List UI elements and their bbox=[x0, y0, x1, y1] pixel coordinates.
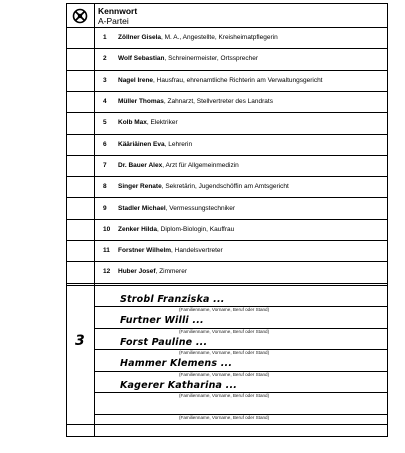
candidate-number: 10 bbox=[103, 225, 111, 233]
candidate-text bbox=[118, 55, 258, 62]
candidate-text bbox=[118, 141, 192, 148]
candidate-number: 1 bbox=[103, 34, 107, 42]
candidate-text bbox=[118, 183, 289, 190]
kennwort-label: Kennwort bbox=[98, 6, 138, 16]
candidate-number: 9 bbox=[103, 204, 107, 212]
candidate-row[interactable] bbox=[94, 112, 387, 133]
entry-line-bottom bbox=[67, 424, 387, 425]
candidate-name: Müller Thomas bbox=[118, 98, 164, 106]
candidate-number: 4 bbox=[103, 98, 107, 106]
candidate-name: Kääriäinen Eva bbox=[118, 140, 165, 148]
candidate-details: , Hausfrau, ehrenamtliche Richterin am Verwaltungsgericht bbox=[153, 76, 323, 84]
candidate-text bbox=[118, 247, 223, 254]
candidate-details: , Lehrerin bbox=[164, 140, 193, 148]
candidate-row[interactable] bbox=[94, 91, 387, 112]
candidate-details: , Diplom-Biologin, Kauffrau bbox=[157, 225, 235, 233]
candidate-text bbox=[118, 119, 178, 126]
candidate-text bbox=[118, 226, 234, 233]
candidate-details: , Sekretärin, Jugendschöffin am Amtsgericht bbox=[161, 183, 289, 191]
candidate-details: , Schreinermeister, Ortssprecher bbox=[164, 55, 259, 63]
candidate-name: Zenker Hilda bbox=[118, 225, 158, 233]
candidate-name: Huber Josef bbox=[118, 268, 156, 276]
candidate-row[interactable] bbox=[94, 155, 387, 176]
candidate-row[interactable] bbox=[94, 176, 387, 197]
entry-hint: (Familienname, Vorname, Beruf oder Stand) bbox=[179, 350, 270, 356]
candidate-number: 5 bbox=[103, 119, 107, 127]
written-candidate: Furtner Willi ... bbox=[120, 315, 204, 327]
candidate-details: , M. A., Angestellte, Kreisheimatpflegerin bbox=[161, 34, 278, 42]
candidate-name: Zöllner Gisela bbox=[118, 34, 161, 42]
written-candidate: Hammer Klemens ... bbox=[120, 358, 233, 370]
candidate-number: 3 bbox=[103, 76, 107, 84]
written-candidate: Forst Pauline ... bbox=[120, 336, 208, 348]
section-divider bbox=[67, 285, 387, 286]
party-emblem-icon bbox=[72, 8, 88, 24]
candidate-name: Kolb Max bbox=[118, 119, 147, 127]
candidate-row[interactable] bbox=[94, 70, 387, 91]
ballot-form bbox=[66, 3, 388, 437]
candidate-name: Forstner Wilhelm bbox=[118, 247, 172, 255]
candidate-details: , Zimmerer bbox=[155, 268, 187, 276]
candidate-name: Stadler Michael bbox=[118, 204, 166, 212]
written-candidate: Strobl Franziska ... bbox=[120, 293, 225, 305]
candidate-text bbox=[118, 268, 187, 275]
vote-count: 3 bbox=[75, 333, 85, 349]
candidate-details: , Handelsvertreter bbox=[171, 247, 223, 255]
candidate-row[interactable] bbox=[94, 48, 387, 69]
candidate-name: Dr. Bauer Alex bbox=[118, 161, 163, 169]
candidate-number: 7 bbox=[103, 161, 107, 169]
candidate-text bbox=[118, 34, 278, 41]
candidate-number: 6 bbox=[103, 140, 107, 148]
candidate-number: 8 bbox=[103, 183, 107, 191]
candidate-details: , Elektriker bbox=[146, 119, 178, 127]
entry-hint: (Familienname, Vorname, Beruf oder Stand) bbox=[179, 393, 270, 399]
candidate-name: Nagel Irene bbox=[118, 76, 154, 84]
candidate-name: Wolf Sebastian bbox=[118, 55, 165, 63]
candidate-details: , Vermessungstechniker bbox=[165, 204, 236, 212]
candidate-row[interactable] bbox=[94, 197, 387, 218]
entry-hint: (Familienname, Vorname, Beruf oder Stand) bbox=[179, 414, 270, 420]
candidate-number: 12 bbox=[103, 268, 111, 276]
candidate-text bbox=[118, 205, 235, 212]
candidate-details: , Zahnarzt, Stellvertreter des Landrats bbox=[163, 98, 273, 106]
candidate-number: 2 bbox=[103, 55, 107, 63]
candidate-row[interactable] bbox=[94, 134, 387, 155]
candidate-number: 11 bbox=[103, 247, 110, 255]
candidate-row[interactable] bbox=[94, 219, 387, 240]
candidate-text bbox=[118, 98, 273, 105]
candidate-text bbox=[118, 162, 239, 169]
candidate-row[interactable] bbox=[94, 261, 387, 282]
entry-hint: (Familienname, Vorname, Beruf oder Stand) bbox=[179, 371, 270, 377]
written-candidate: Kagerer Katharina ... bbox=[120, 379, 238, 391]
candidate-details: , Arzt für Allgemeinmedizin bbox=[162, 161, 239, 169]
candidate-row[interactable] bbox=[94, 240, 387, 261]
row-divider bbox=[67, 283, 387, 284]
entry-hint: (Familienname, Vorname, Beruf oder Stand) bbox=[179, 328, 270, 334]
party-name: A-Partei bbox=[98, 16, 129, 26]
candidate-name: Singer Renate bbox=[118, 183, 162, 191]
entry-hint: (Familienname, Vorname, Beruf oder Stand) bbox=[179, 307, 270, 313]
candidate-text bbox=[118, 77, 323, 84]
candidate-row[interactable] bbox=[94, 27, 387, 48]
